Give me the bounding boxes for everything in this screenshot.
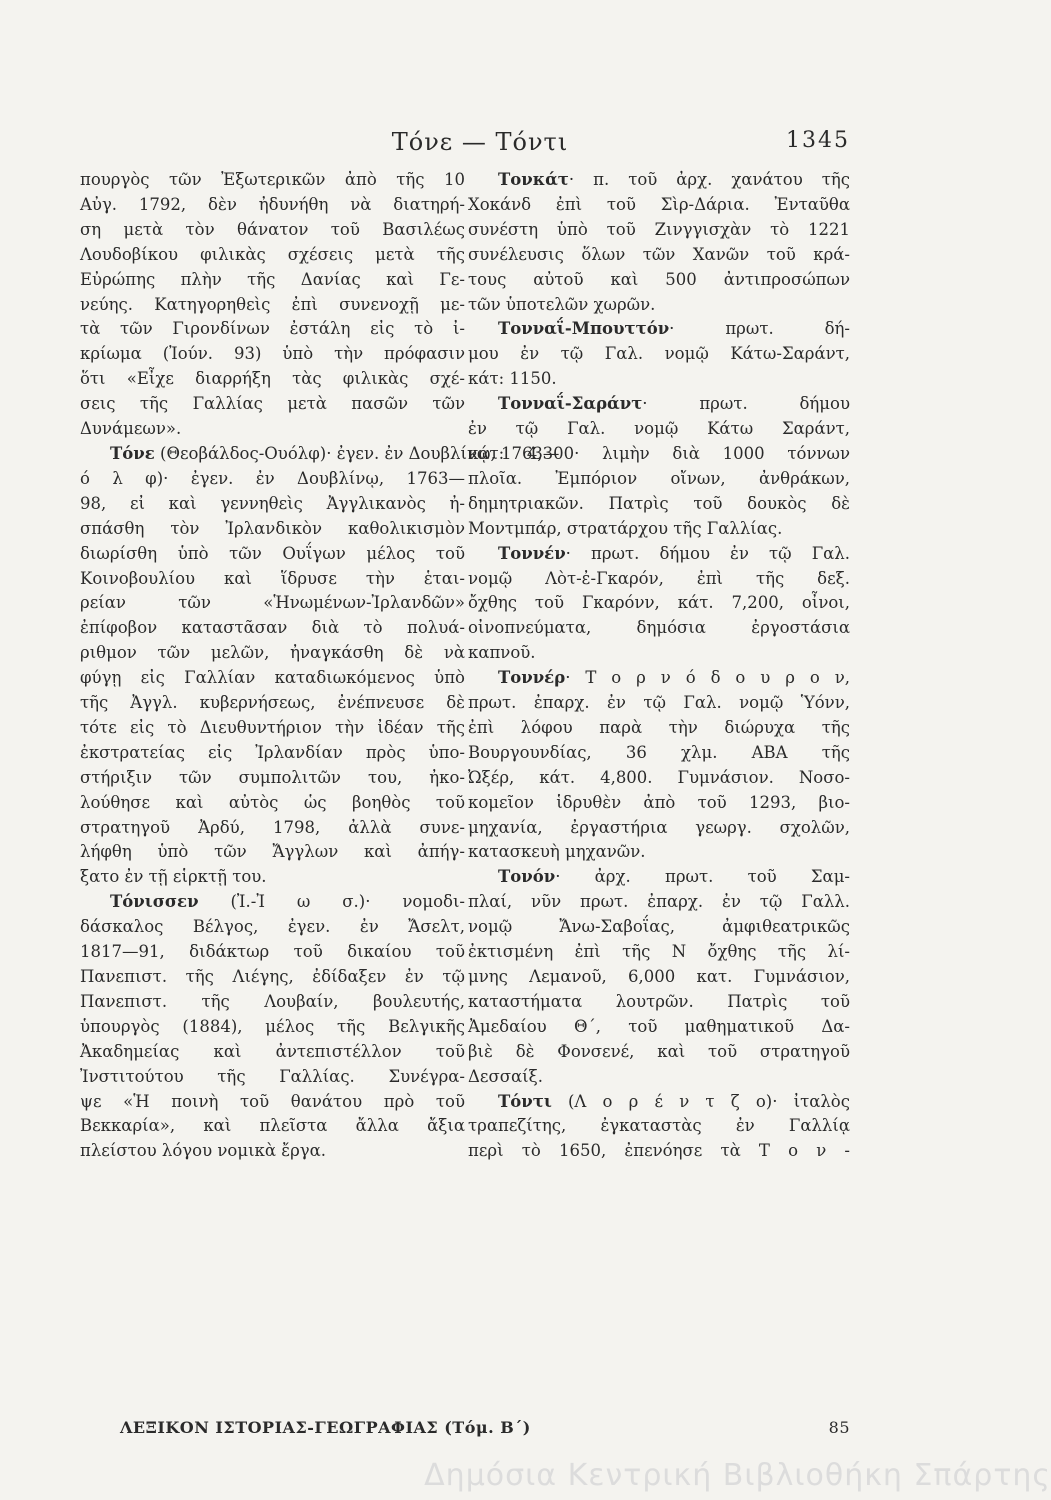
text-line: νομῷ Ἄνω-Σαβοΐας, ἀμφιθεατρικῶς (468, 917, 850, 937)
text-line: Χοκάνδ ἐπὶ τοῦ Σὶρ-Δάρια. Ἐνταῦθα (468, 194, 850, 214)
page-footer (120, 1418, 850, 1446)
text-line: ἐκτισμένη ἐπὶ τῆς Ν ὄχθης τῆς λί- (468, 942, 850, 962)
text-line: Κοινοβουλίου καὶ ἵδρυσε τὴν ἑται- (80, 568, 465, 588)
text-line: τὰ τῶν Γιρονδίνων ἐστάλη εἰς τὸ ἰ- (80, 319, 465, 339)
footer-signature: 85 (828, 1418, 850, 1437)
text-line: μου ἐν τῷ Γαλ. νομῷ Κάτω-Σαράντ, (468, 344, 850, 364)
text-line: Τονόν· ἀρχ. πρωτ. τοῦ Σαμ- (498, 867, 850, 887)
text-line: Ἀμεδαίου Θ΄, τοῦ μαθηματικοῦ Δα- (468, 1016, 850, 1036)
entry-headword: Τονναΐ-Μπουττόν (498, 319, 670, 339)
text-line: Τοννέν· πρωτ. δήμου ἐν τῷ Γαλ. (498, 543, 850, 563)
text-line: σπάσθη τὸν Ἰρλανδικὸν καθολικισμὸν (80, 518, 465, 538)
text-line: βιὲ δὲ Φονσενέ, καὶ τοῦ στρατηγοῦ (468, 1041, 850, 1061)
text-line: τῶν ὑποτελῶν χωρῶν. (468, 294, 656, 314)
library-watermark: Δημόσια Κεντρική Βιβλιοθήκη Σπάρτης (424, 1458, 1051, 1493)
text-line: ἐπὶ λόφου παρὰ τὴν διώρυχα τῆς (468, 717, 850, 737)
text-line: πλοῖα. Ἐμπόριον οἴνων, ἀνθράκων, (468, 468, 850, 488)
text-line: Αὐγ. 1792, δὲν ἠδυνήθη νὰ διατηρή- (80, 194, 465, 214)
text-line: ρείαν τῶν «Ἡνωμένων-Ἰρλανδῶν» (80, 593, 465, 613)
entry-headword: Τονκάτ (498, 170, 569, 189)
text-line: τραπεζίτης, ἐγκαταστὰς ἐν Γαλλίᾳ (468, 1116, 850, 1136)
text-line: Δεσσαίξ. (468, 1066, 543, 1086)
text-line: νεύης. Κατηγορηθεὶς ἐπὶ συνενοχῇ με- (80, 294, 465, 314)
entry-headword: Τόντι (498, 1091, 552, 1111)
text-line: συνέλευσις ὅλων τῶν Χανῶν τοῦ κρά- (468, 244, 850, 264)
text-line: κρίωμα (Ἰούν. 93) ὑπὸ τὴν πρόφασιν (80, 344, 465, 364)
text-line: κάτ: 1150. (468, 369, 557, 389)
text-line: Μοντμπάρ, στρατάρχου τῆς Γαλλίας. (468, 518, 783, 538)
text-line: 1817—91, διδάκτωρ τοῦ δικαίου τοῦ (80, 942, 465, 962)
text-line: διωρίσθη ὑπὸ τῶν Ουΐγων μέλος τοῦ (80, 543, 465, 563)
text-line: πλείστου λόγου νομικὰ ἔργα. (80, 1141, 327, 1161)
text-line: φύγῃ εἰς Γαλλίαν καταδιωκόμενος ὑπὸ (80, 668, 465, 688)
text-line: σεις τῆς Γαλλίας μετὰ πασῶν τῶν (80, 394, 465, 414)
text-line: ὅτι «Εἶχε διαρρήξη τὰς φιλικὰς σχέ- (80, 369, 465, 389)
text-line: 98, εἰ καὶ γεννηθεὶς Ἀγγλικανὸς ἠ- (80, 493, 465, 513)
right-column (468, 168, 850, 1164)
entry-headword: Τοννέν (498, 543, 566, 563)
text-line: ριθμον τῶν μελῶν, ἠναγκάσθη δὲ νὰ (80, 643, 465, 663)
text-line: Δυνάμεων». (80, 419, 182, 439)
text-line: καταστήματα λουτρῶν. Πατρὶς τοῦ (468, 991, 850, 1011)
text-line: Τονναΐ-Μπουττόν· πρωτ. δή- (498, 319, 850, 339)
text-line: Πανεπιστ. τῆς Λουβαίν, βουλευτής, (80, 991, 465, 1011)
text-line: Τοννέρ· Τ ο ρ ν ό δ ο υ ρ ο ν, (498, 668, 850, 688)
text-line: ἐν τῷ Γαλ. νομῷ Κάτω Σαράντ, (468, 419, 850, 439)
text-line: ἐπίφοβον καταστᾶσαν διὰ τὸ πολυά- (80, 618, 465, 638)
text-line: Βεκκαρία», καὶ πλεῖστα ἄλλα ἄξια (80, 1116, 465, 1136)
text-line: Τόνε (Θεοβάλδος-Ουόλφ)· ἐγεν. ἐν Δουβλίνῳ, 1763— (110, 443, 560, 463)
text-line: Λουδοβίκου φιλικὰς σχέσεις μετὰ τῆς (80, 244, 465, 264)
text-line: μηχανία, ἐργαστήρια γεωργ. σχολῶν, (468, 817, 850, 837)
entry-headword: Τονναΐ-Σαράντ (498, 394, 643, 414)
text-line: κομεῖον ἱδρυθὲν ἀπὸ τοῦ 1293, βιο- (468, 792, 850, 812)
text-line: οἰνοπνεύματα, δημόσια ἐργοστάσια (468, 618, 850, 638)
text-line: τότε εἰς τὸ Διευθυντήριον τὴν ἰδέαν τῆς (80, 717, 465, 737)
text-line: Ἀκαδημείας καὶ ἀντεπιστέλλον τοῦ (80, 1041, 465, 1061)
entry-headword: Τόνε (110, 443, 155, 463)
text-line: τους αὐτοῦ καὶ 500 ἀντιπροσώπων (468, 269, 850, 289)
text-line: Βουργουνδίας, 36 χλμ. ΑΒΑ τῆς (468, 742, 850, 762)
text-line: περὶ τὸ 1650, ἐπενόησε τὰ Τ ο ν - (468, 1141, 850, 1161)
text-line: Εὐρώπης πλὴν τῆς Δανίας καὶ Γε- (80, 269, 465, 289)
text-line: κάτ: 4,300· λιμὴν διὰ 1000 τόννων (468, 443, 850, 463)
footer-title: ΛΕΞΙΚΟΝ ΙΣΤΟΡΙΑΣ-ΓΕΩΓΡΑΦΙΑΣ (Τόμ. Β΄) (120, 1418, 531, 1437)
text-line: νομῷ Λὸτ-ἐ-Γκαρόν, ἐπὶ τῆς δεξ. (468, 568, 850, 588)
text-line: δάσκαλος Βέλγος, ἐγεν. ἐν Ἄσελτ, (80, 917, 465, 937)
text-line: καπνοῦ. (468, 643, 536, 663)
text-line: μνης Λεμανοῦ, 6,000 κατ. Γυμνάσιον, (468, 967, 850, 986)
text-line: Τόντι (Λ ο ρ έ ν τ ζ ο)· ἰταλὸς (498, 1091, 850, 1111)
text-line: κατασκευὴ μηχανῶν. (468, 842, 646, 862)
text-line: στήριξιν τῶν συμπολιτῶν του, ἠκο- (80, 767, 465, 787)
text-line: πλαί, νῦν πρωτ. ἐπαρχ. ἐν τῷ Γαλλ. (468, 892, 850, 912)
text-line: Τονκάτ· π. τοῦ ἀρχ. χανάτου τῆς (498, 170, 850, 189)
running-head (0, 128, 1051, 168)
text-line: Τόνισσεν (Ἰ.-Ἰ ω σ.)· νομοδι- (110, 892, 465, 912)
entry-headword: Τονόν (498, 867, 556, 887)
text-line: τῆς Ἀγγλ. κυβερνήσεως, ἐνέπνευσε δὲ (80, 693, 465, 713)
text-line: λήφθη ὑπὸ τῶν Ἄγγλων καὶ ἀπήγ- (80, 842, 465, 862)
text-line: ὄχθης τοῦ Γκαρόνν, κάτ. 7,200, οἶνοι, (468, 593, 850, 613)
text-line: ξατο ἐν τῇ εἱρκτῇ του. (80, 867, 267, 887)
running-head-title: Τόνε — Τόντι (391, 128, 569, 156)
text-line: ό λ φ)· ἐγεν. ἐν Δουβλίνῳ, 1763— (80, 468, 465, 488)
page-number: 1345 (786, 128, 850, 153)
entry-headword: Τόνισσεν (110, 892, 199, 912)
text-line: Ὠξέρ, κάτ. 4,800. Γυμνάσιον. Νοσο- (468, 767, 850, 787)
text-line: πουργὸς τῶν Ἐξωτερικῶν ἀπὸ τῆς 10 (80, 170, 465, 189)
text-line: δημητριακῶν. Πατρὶς τοῦ δουκὸς δὲ (468, 493, 850, 513)
text-line: λούθησε καὶ αὐτὸς ὡς βοηθὸς τοῦ (80, 792, 465, 812)
text-line: Τονναΐ-Σαράντ· πρωτ. δήμου (498, 394, 850, 414)
text-line: ψε «Ἡ ποινὴ τοῦ θανάτου πρὸ τοῦ (80, 1091, 465, 1111)
text-line: ἐκστρατείας εἰς Ἰρλανδίαν πρὸς ὑπο- (80, 742, 465, 762)
entry-headword: Τοννέρ (498, 668, 566, 688)
text-line: Πανεπιστ. τῆς Λιέγης, ἐδίδαξεν ἐν τῷ (80, 967, 465, 986)
text-line: ὑπουργὸς (1884), μέλος τῆς Βελγικῆς (80, 1016, 465, 1036)
text-line: στρατηγοῦ Ἀρδύ, 1798, ἀλλὰ συνε- (80, 817, 465, 837)
text-line: Ἰνστιτούτου τῆς Γαλλίας. Συνέγρα- (80, 1066, 465, 1086)
text-line: πρωτ. ἐπαρχ. ἐν τῷ Γαλ. νομῷ Ὑόνν, (468, 693, 850, 713)
text-line: ση μετὰ τὸν θάνατον τοῦ Βασιλέως (80, 219, 465, 239)
text-line: συνέστη ὑπὸ τοῦ Ζινγγισχὰν τὸ 1221 (468, 219, 850, 239)
